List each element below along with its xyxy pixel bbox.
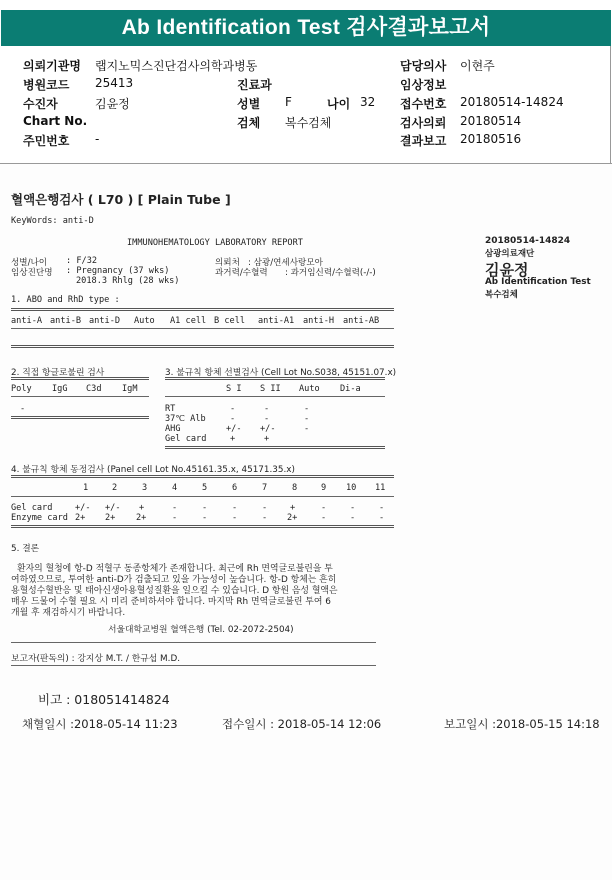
panel-cell: - [321, 503, 327, 513]
screen-cell: +/- [260, 424, 276, 434]
reporter-line: 보고자(판독의) : 강지상 M.T. / 한규섭 M.D. [11, 654, 181, 664]
diagnosis-value: : Pregnancy (37 wks) [66, 266, 170, 276]
institution-label: 의뢰기관명 [23, 59, 81, 73]
hospital-code-value: 25413 [95, 76, 134, 90]
abo-col-header: anti-H [303, 316, 335, 326]
receipt-no-value: 20180514-14824 [460, 95, 564, 109]
conclusion-line: 용혈성수혈반응 및 태아신생아용혈성질환을 일으킬 수 있습니다. D 항원 음성 혈액은 [11, 586, 338, 596]
stamp-receipt-no: 20180514-14824 [485, 236, 571, 246]
abo-col-header: Auto [134, 316, 155, 326]
panel-row-label: Enzyme card [11, 513, 68, 523]
section-4-rule-bottom [11, 525, 394, 528]
panel-col-header: 11 [375, 483, 386, 493]
header-right-border [610, 46, 611, 164]
chart-no-label: Chart No. [23, 114, 88, 128]
panel-cell: - [232, 503, 238, 513]
age-label: 나이 [327, 97, 351, 111]
panel-cell: - [379, 503, 385, 513]
screen-cell: - [264, 414, 270, 424]
section-2-title: 2. 직접 항글로불린 검사 [11, 368, 105, 378]
panel-cell: - [202, 503, 208, 513]
id-no-value: - [95, 132, 100, 146]
panel-cell: +/- [75, 503, 91, 513]
clinical-info-label: 임상정보 [400, 78, 447, 92]
remark: 비고 : 018051414824 [38, 692, 170, 707]
receipt-no-label: 접수번호 [400, 97, 447, 111]
hospital-code-label: 병원코드 [23, 78, 70, 92]
request-date-label: 검사의뢰 [400, 116, 447, 130]
reporter-rule-bottom [11, 665, 376, 666]
screen-cell: - [304, 414, 310, 424]
requester-value: : 삼광/연세사랑모아 [248, 258, 323, 268]
screen-row-label: RT [165, 404, 176, 414]
panel-col-header: 2 [112, 483, 118, 493]
panel-col-header: 4 [172, 483, 178, 493]
section-4-rule-mid [11, 496, 394, 497]
department-label: 진료과 [237, 78, 272, 92]
screen-cell: - [264, 404, 270, 414]
dat-col-header: IgG [52, 384, 68, 394]
screen-cell: - [230, 404, 236, 414]
report-date-label: 결과보고 [400, 134, 447, 148]
abo-col-header: anti-AB [343, 316, 380, 326]
section-1-rule-bottom [11, 345, 394, 348]
history-value: : 과거임신력/수혈력(-/-) [285, 268, 376, 278]
section-2-rule-top [11, 377, 149, 380]
collected-datetime: 채혈일시 :2018-05-14 11:23 [22, 717, 178, 731]
panel-cell: 2+ [105, 513, 116, 523]
section-3-rule-bottom [165, 446, 385, 449]
panel-cell: - [172, 513, 178, 523]
panel-cell: - [379, 513, 385, 523]
section-3-rule-mid [165, 396, 385, 397]
panel-cell: 2+ [75, 513, 86, 523]
panel-col-header: 10 [346, 483, 357, 493]
institution-value: 랩지노믹스진단검사의학과병동 [95, 59, 258, 73]
panel-col-header: 1 [83, 483, 89, 493]
panel-cell: - [232, 513, 238, 523]
abo-col-header: anti-A [11, 316, 43, 326]
panel-col-header: 3 [142, 483, 148, 493]
section-1-rule-mid [11, 328, 394, 329]
section-4-title: 4. 불규칙 항체 동정검사 (Panel cell Lot No.45161.35.x, 45171.35.x) [11, 465, 295, 475]
conclusion-line: 개월 후 재검하시기 바랍니다. [11, 608, 126, 618]
age-value: 32 [360, 95, 376, 109]
section-1-rule-top [11, 308, 394, 311]
screen-cell: +/- [226, 424, 242, 434]
panel-cell: - [350, 503, 356, 513]
stamp-patient-name: 김윤정 [485, 261, 529, 279]
dat-col-header: Poly [11, 384, 32, 394]
screen-cell: + [230, 434, 236, 444]
section-4-rule-top [11, 475, 394, 478]
abo-col-header: anti-D [89, 316, 121, 326]
panel-col-header: 7 [262, 483, 268, 493]
patient-label: 수진자 [23, 97, 58, 111]
sex-value: F [285, 95, 292, 109]
abo-col-header: anti-B [50, 316, 82, 326]
lab-report-title: IMMUNOHEMATOLOGY LABORATORY REPORT [127, 238, 303, 248]
panel-cell: - [262, 513, 268, 523]
screen-col-header: Di-a [340, 384, 361, 394]
stamp-specimen: 복수검체 [485, 290, 518, 300]
report-banner: Ab Identification Test 검사결과보고서 [1, 10, 611, 46]
panel-cell: + [139, 503, 145, 513]
history-label: 과거력/수혈력 [215, 268, 268, 278]
doctor-label: 담당의사 [400, 59, 447, 73]
reported-datetime: 보고일시 :2018-05-15 14:18 [444, 717, 600, 731]
section-2-rule-bottom [11, 416, 149, 419]
specimen-value: 복수검체 [285, 116, 332, 130]
report-title: 혈액은행검사 ( L70 ) [ Plain Tube ] [11, 192, 231, 207]
screen-cell: - [304, 404, 310, 414]
screen-cell: - [230, 414, 236, 424]
panel-cell: - [202, 513, 208, 523]
conclusion-line: 여하였으므로, 투여한 anti-D가 검출되고 있을 가능성이 높습니다. 항-D 항체는 흔히 [11, 575, 337, 585]
panel-cell: 2+ [136, 513, 147, 523]
screen-cell: - [304, 424, 310, 434]
sex-label: 성별 [237, 97, 261, 111]
requester-label: 의뢰처 [215, 258, 240, 268]
panel-cell: - [350, 513, 356, 523]
panel-cell: +/- [105, 503, 121, 513]
panel-col-header: 6 [232, 483, 238, 493]
conclusion-line: 매우 드물어 수혈 필요 시 미리 준비하셔야 합니다. 마지막 Rh 면역글로불린 투여 6 [11, 597, 331, 607]
stamp-institution: 삼광의료재단 [485, 249, 535, 259]
section-5-title: 5. 결론 [11, 544, 40, 554]
patient-value: 김윤정 [95, 97, 130, 111]
panel-cell: + [290, 503, 296, 513]
screen-row-label: 37℃ Alb [165, 414, 206, 424]
panel-row-label: Gel card [11, 503, 53, 513]
dat-col-header: C3d [86, 384, 102, 394]
id-no-label: 주민번호 [23, 134, 70, 148]
stamp-test-name: Ab Identification Test [485, 277, 591, 287]
sex-age-label: 성별/나이 [11, 258, 48, 268]
dat-col-header: IgM [122, 384, 138, 394]
abo-col-header: B cell [214, 316, 246, 326]
conclusion-line: 환자의 혈청에 항-D 적혈구 동종항체가 존재합니다. 최근에 Rh 면역글로불린을 투 [17, 564, 333, 574]
screen-cell: + [264, 434, 270, 444]
panel-col-header: 8 [292, 483, 298, 493]
panel-col-header: 9 [321, 483, 327, 493]
abo-col-header: anti-A1 [258, 316, 295, 326]
section-3-title: 3. 불규칙 항체 선별검사 (Cell Lot No.S038, 45151.07.x) [165, 368, 397, 378]
specimen-label: 검체 [237, 116, 261, 130]
sex-age-value: : F/32 [66, 256, 98, 266]
abo-col-header: A1 cell [170, 316, 207, 326]
diagnosis-label: 임상진단명 [11, 268, 53, 278]
dat-poly-value: - [20, 404, 26, 414]
reporter-rule-top [11, 642, 376, 643]
screen-col-header: Auto [299, 384, 320, 394]
report-date-value: 20180516 [460, 132, 522, 146]
panel-cell: - [172, 503, 178, 513]
section-3-rule-top [165, 377, 385, 380]
received-datetime: 접수일시 : 2018-05-14 12:06 [222, 717, 382, 731]
screen-col-header: S I [226, 384, 242, 394]
panel-cell: - [321, 513, 327, 523]
keywords: KeyWords: anti-D [11, 216, 94, 226]
diagnosis-value-2: 2018.3 Rhlg (28 wks) [76, 276, 180, 286]
panel-cell: 2+ [287, 513, 298, 523]
screen-row-label: AHG [165, 424, 181, 434]
screen-row-label: Gel card [165, 434, 207, 444]
screen-col-header: S II [260, 384, 281, 394]
doctor-value: 이현주 [460, 59, 495, 73]
section-1-title: 1. ABO and RhD type : [11, 295, 120, 305]
panel-cell: - [262, 503, 268, 513]
request-date-value: 20180514 [460, 114, 522, 128]
section-2-rule-mid [11, 396, 149, 397]
lab-institution-line: 서울대학교병원 혈액은행 (Tel. 02-2072-2504) [108, 625, 294, 635]
panel-col-header: 5 [202, 483, 208, 493]
